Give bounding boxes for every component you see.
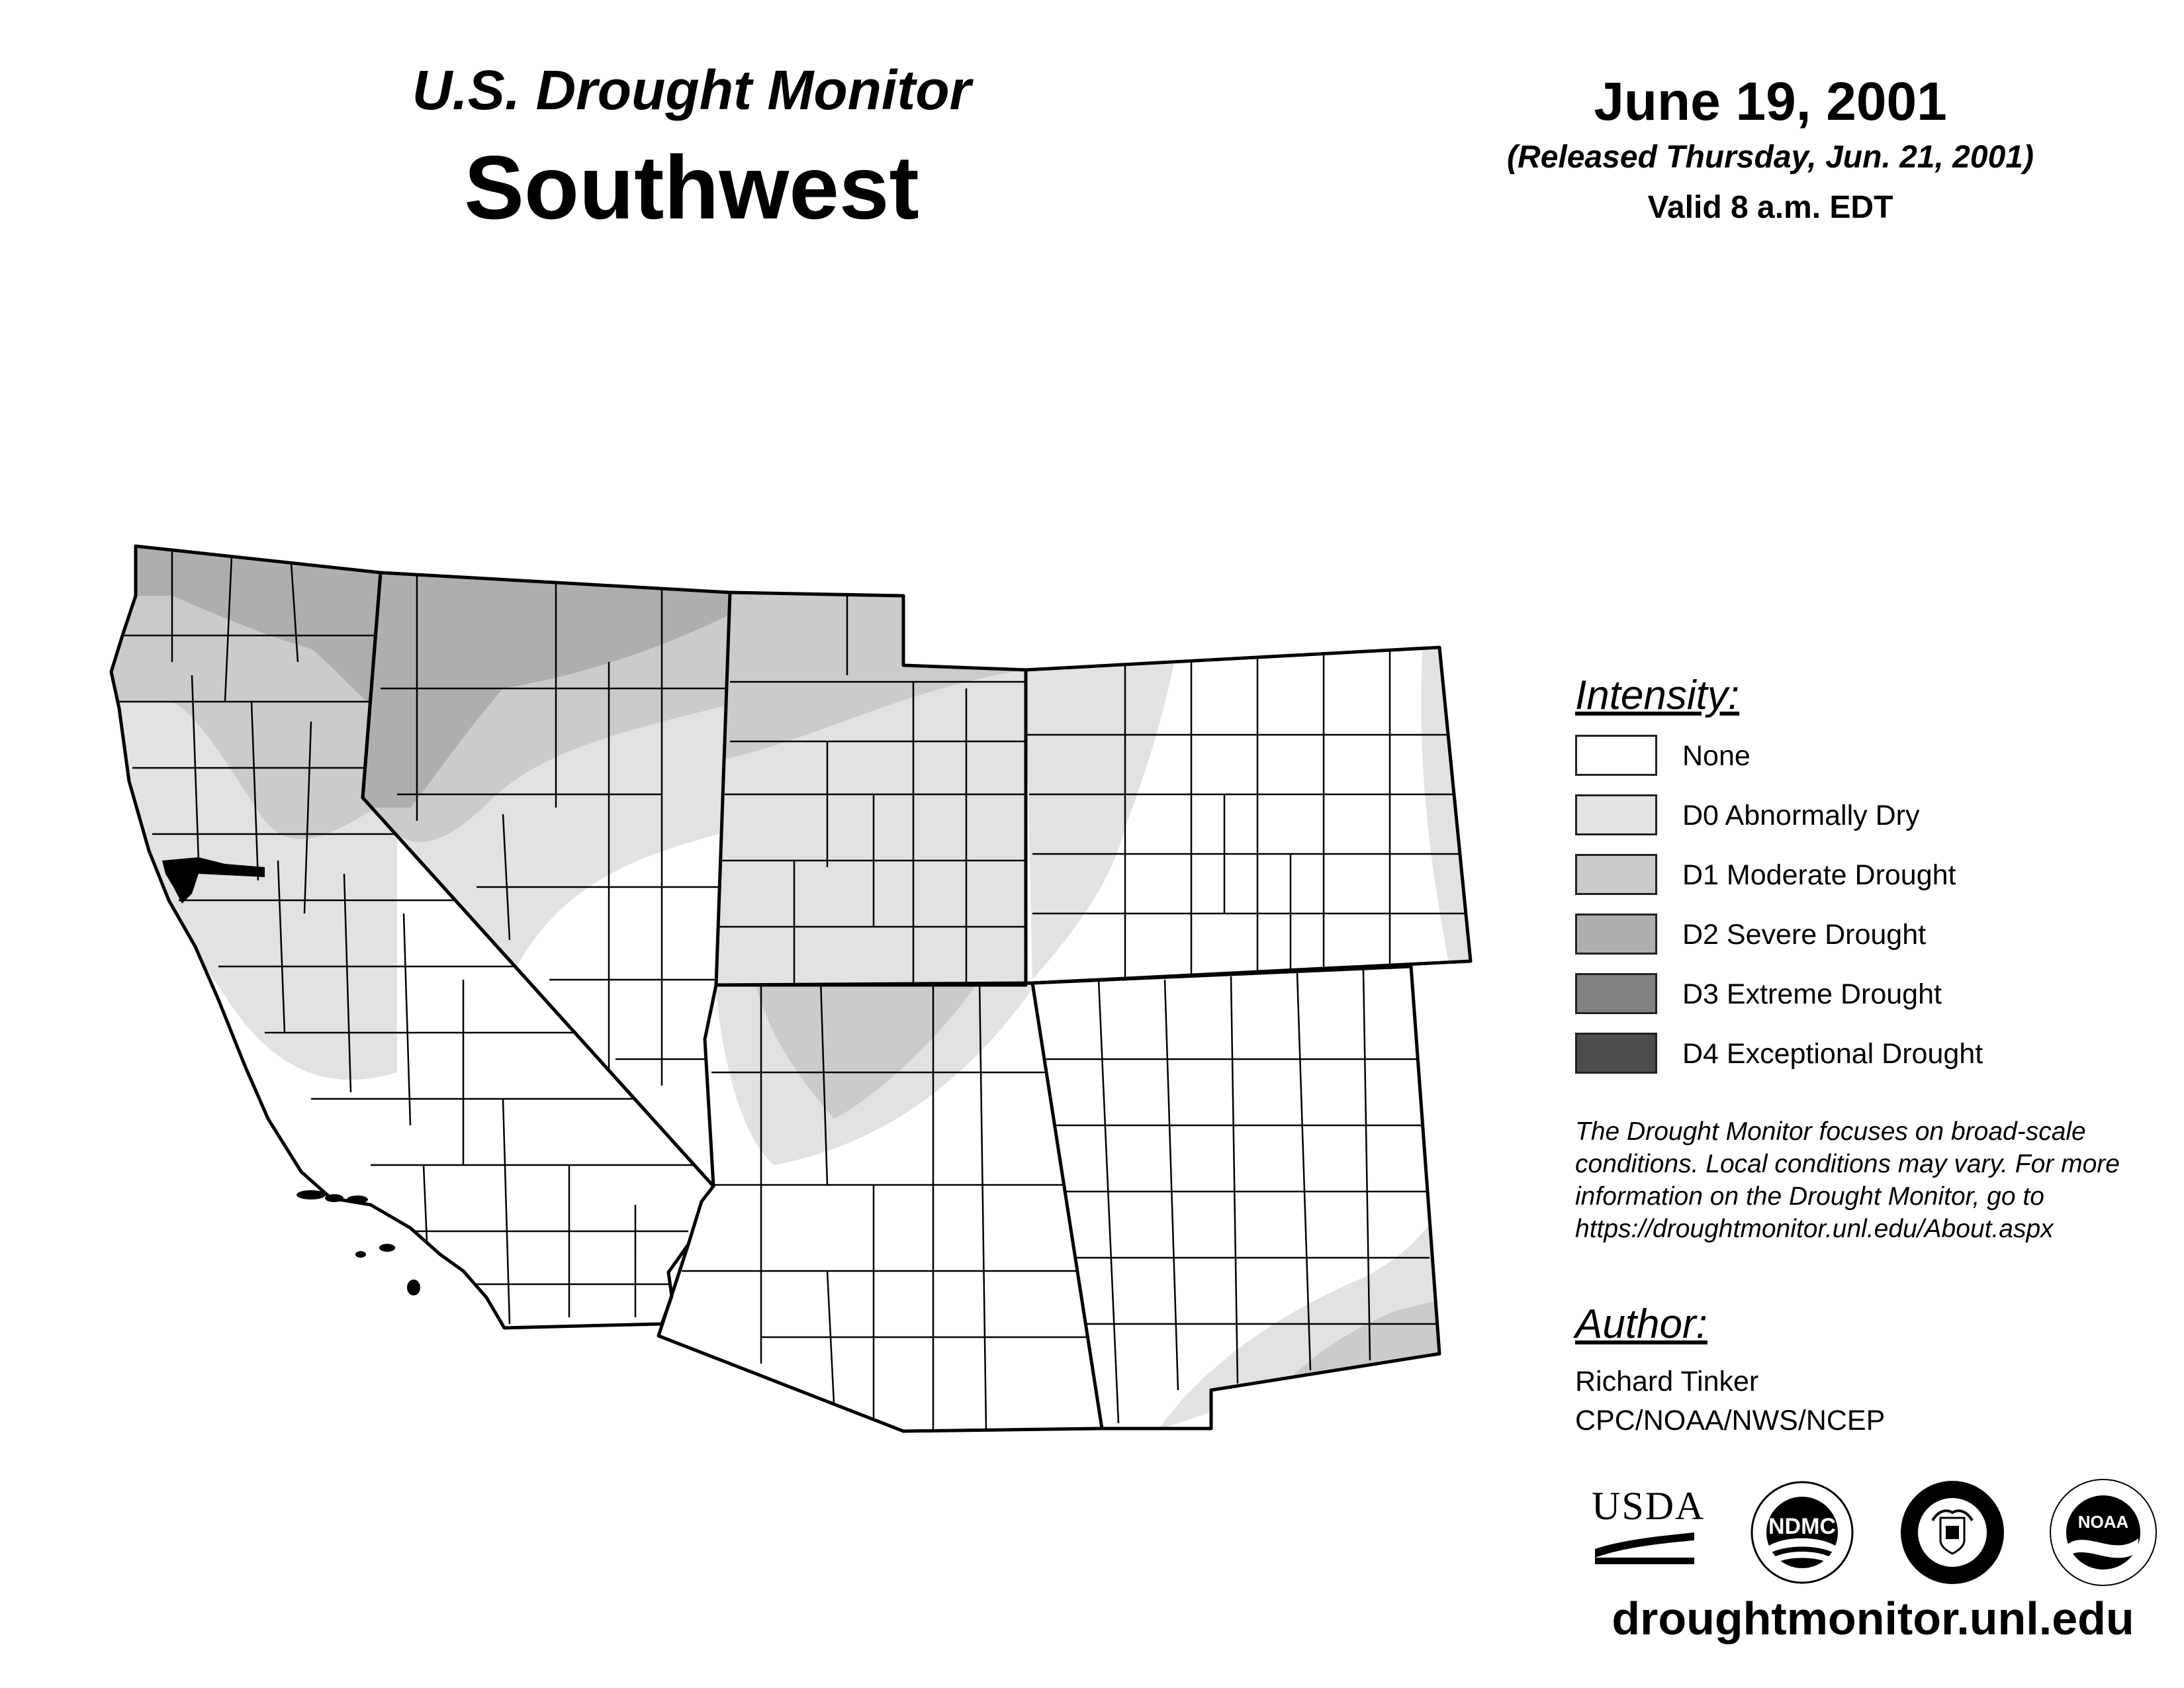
map-subtitle: U.S. Drought Monitor bbox=[412, 59, 972, 121]
legend-swatch bbox=[1575, 854, 1657, 895]
legend-swatch bbox=[1575, 735, 1657, 776]
note-line: information on the Drought Monitor, go to bbox=[1575, 1182, 2044, 1211]
ndmc-logo-text: NDMC bbox=[1768, 1514, 1836, 1539]
channel-island bbox=[347, 1196, 368, 1203]
channel-island bbox=[379, 1244, 395, 1252]
legend-label: D3 Extreme Drought bbox=[1682, 978, 1942, 1010]
legend-item-d4 bbox=[1575, 1033, 2105, 1076]
website-link[interactable]: droughtmonitor.unl.edu bbox=[1612, 1593, 2134, 1644]
author-heading: Author: bbox=[1575, 1301, 1707, 1347]
colorado bbox=[1019, 642, 1476, 986]
commerce-seal-graphic bbox=[1899, 1479, 2005, 1585]
legend-item-d0 bbox=[1575, 794, 2105, 838]
legend-item-d2 bbox=[1575, 914, 2105, 957]
commerce-seal bbox=[1899, 1479, 2005, 1585]
note-line: The Drought Monitor focuses on broad-scale bbox=[1575, 1117, 2086, 1146]
note-line: conditions. Local conditions may vary. For more bbox=[1575, 1150, 2120, 1178]
channel-island bbox=[325, 1194, 343, 1202]
channel-island bbox=[355, 1251, 366, 1258]
legend-label: D4 Exceptional Drought bbox=[1682, 1038, 1983, 1070]
legend-item-d1 bbox=[1575, 854, 2105, 898]
legend-label: D2 Severe Drought bbox=[1682, 919, 1927, 951]
legend-swatch bbox=[1575, 794, 1657, 835]
legend-label: None bbox=[1682, 740, 1751, 772]
author-block bbox=[1575, 1362, 1885, 1440]
valid-time: Valid 8 a.m. EDT bbox=[1647, 190, 1893, 225]
utah bbox=[715, 589, 1032, 993]
noaa-logo bbox=[2048, 1477, 2158, 1587]
legend-swatch bbox=[1575, 973, 1657, 1014]
channel-island bbox=[407, 1280, 420, 1295]
legend-item-d3 bbox=[1575, 973, 2105, 1017]
noaa-seal bbox=[2048, 1477, 2158, 1587]
legend-item-none bbox=[1575, 735, 2105, 778]
region-title: Southwest bbox=[464, 137, 919, 238]
release-date: (Released Thursday, Jun. 21, 2001) bbox=[1507, 140, 2034, 175]
author-name: Richard Tinker bbox=[1575, 1366, 1759, 1397]
noaa-logo-text: NOAA bbox=[2077, 1512, 2129, 1532]
legend-heading: Intensity: bbox=[1575, 673, 1740, 718]
usda-logo-text: USDA bbox=[1592, 1484, 1706, 1528]
legend-label: D1 Moderate Drought bbox=[1682, 859, 1956, 891]
channel-island bbox=[296, 1190, 326, 1199]
usda-logo-mark bbox=[1592, 1526, 1698, 1566]
map-date: June 19, 2001 bbox=[1594, 71, 1947, 132]
author-org: CPC/NOAA/NWS/NCEP bbox=[1575, 1405, 1886, 1436]
legend-swatch bbox=[1575, 914, 1657, 955]
usda-logo bbox=[1592, 1486, 1704, 1566]
disclaimer-note bbox=[1575, 1115, 2171, 1245]
ndmc-logo bbox=[1749, 1479, 1855, 1585]
note-url[interactable]: https://droughtmonitor.unl.edu/About.aspx bbox=[1575, 1215, 2054, 1243]
legend-swatch bbox=[1575, 1033, 1657, 1074]
legend-label: D0 Abnormally Dry bbox=[1682, 800, 1920, 831]
